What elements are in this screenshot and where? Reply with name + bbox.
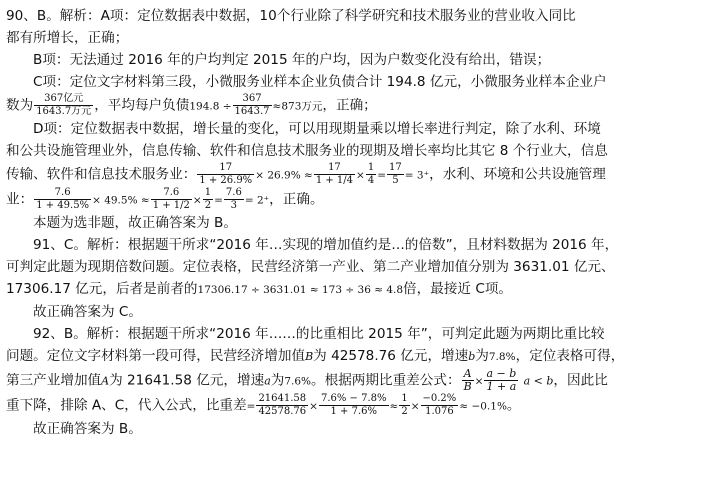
- fraction: [462, 368, 474, 393]
- fraction: [203, 187, 213, 212]
- numerator: 21641.58: [258, 393, 307, 404]
- variable-B: B: [305, 350, 314, 363]
- numerator: 7.6: [34, 187, 91, 200]
- denominator: 1.076: [425, 406, 454, 417]
- q91-line-3: [6, 278, 708, 301]
- formula: ≈ −0.1%: [459, 400, 507, 413]
- variable-A: A: [101, 374, 110, 388]
- numerator: 17: [389, 162, 402, 173]
- formula: ×: [410, 400, 420, 413]
- formula: × 26.9% ≈: [255, 169, 313, 182]
- denominator: 1 + 1/2: [152, 200, 190, 211]
- formula: 194.8 ÷: [189, 100, 232, 113]
- fraction: [314, 162, 355, 187]
- denominator: 1 + 26.9%: [199, 175, 253, 186]
- text: ，正确；: [322, 97, 377, 114]
- denominator: 1643.7万元: [36, 106, 92, 117]
- numerator: 1: [204, 187, 212, 198]
- denominator: 1 + 7.6%: [330, 406, 377, 417]
- denominator: 1 + a: [486, 380, 517, 393]
- denominator: 2: [401, 406, 408, 417]
- text: 为 21641.58 亿元，增速: [109, 372, 265, 389]
- fraction: [256, 393, 308, 418]
- text: ，水利、环境和公共设施管理: [429, 166, 606, 183]
- formula: =: [214, 194, 223, 207]
- formula: ≈: [389, 400, 399, 413]
- fraction: [34, 187, 91, 212]
- formula: ×: [474, 375, 484, 388]
- denominator: 1 + 1/4: [315, 175, 354, 186]
- fraction: [387, 162, 404, 187]
- numerator: 7.6: [225, 187, 242, 198]
- fraction: [399, 393, 409, 418]
- q90-line-2: 都有所增长，正确；: [6, 30, 129, 46]
- formula: ≈873万元: [272, 100, 323, 113]
- value: 7.6%: [284, 375, 312, 388]
- denominator: 3: [230, 200, 238, 211]
- text: 为: [475, 348, 489, 364]
- q90-option-b: B项：无法通过 2016 年的户均判定 2015 年的户均，因为户数变化没有给出，错误；: [33, 52, 551, 68]
- formula: 17306.17 ÷ 3631.01 ≈ 173 ÷ 36 ≈ 4.8: [197, 284, 404, 296]
- numerator: a − b: [486, 367, 517, 380]
- text: 。: [506, 397, 521, 414]
- q91-line-2: 可判定此题为现期倍数问题。定位表格，民营经济第一产业、第二产业增加值分别为 3631.01 亿元、: [6, 259, 615, 275]
- formula: × 49.5% ≈: [92, 194, 150, 207]
- formula: = 3⁺: [404, 169, 430, 182]
- formula: ×: [192, 194, 202, 207]
- text: ，平均每户负债: [94, 97, 190, 114]
- q90-option-c-calc: [6, 93, 708, 118]
- value: 7.8%: [488, 351, 516, 363]
- text: 17306.17 亿元，后者是前者的: [6, 281, 198, 297]
- text: ，因此比: [553, 372, 608, 389]
- numerator: −0.2%: [422, 393, 457, 404]
- numerator: 17: [197, 162, 254, 175]
- variable-a: a: [264, 374, 271, 388]
- fraction: [421, 393, 459, 418]
- q91-line-1: 91、C。解析：根据题干所求“2016 年…实现的增加值约是…的倍数”，且材料数据为 2016 年，: [33, 237, 619, 253]
- text: 。根据两期比重差公式：: [311, 372, 461, 389]
- condition: a < b: [523, 374, 554, 388]
- q92-line-1: 92、B。解析：根据题干所求“2016 年……的比重相比 2015 年”，可判定此题为两期比重比较: [33, 326, 605, 342]
- formula: ×: [356, 169, 365, 182]
- q90-option-d-calc-1: [6, 162, 708, 187]
- text: 倍，最接近 C项。: [403, 281, 513, 297]
- formula: ×: [309, 400, 318, 413]
- numerator: 367: [233, 93, 272, 106]
- formula: = 2⁺: [244, 194, 270, 207]
- text: 问题。定位文字材料第一段可得，民营经济增加值: [6, 348, 306, 364]
- text: 重下降，排除 A、C，代入公式，比重差: [6, 397, 247, 414]
- fraction: [319, 393, 389, 418]
- q91-answer: 故正确答案为 C。: [33, 304, 142, 320]
- denominator: 42578.76: [258, 406, 307, 417]
- q90-option-d: D项：定位数据表中数据，增长量的变化，可以用现期量乘以增长率进行判定，除了水利、环境: [33, 121, 601, 137]
- formula: =: [246, 400, 256, 413]
- denominator: 2: [204, 200, 212, 211]
- text: ，正确。: [269, 191, 324, 208]
- q92-line-4: [6, 393, 708, 418]
- fraction: [366, 162, 376, 187]
- text: 为: [270, 372, 285, 389]
- numerator: A: [462, 368, 474, 381]
- q92-line-2: [6, 345, 708, 368]
- text: ，定位表格可得，: [515, 348, 625, 364]
- fraction: [197, 162, 254, 187]
- fraction: [484, 368, 518, 393]
- text: 业：: [6, 191, 34, 208]
- numerator: 1: [367, 162, 375, 173]
- text: 为 42578.76 亿元，增速: [313, 348, 469, 364]
- q92-answer: 故正确答案为 B。: [33, 421, 142, 437]
- numerator: 7.6% − 7.8%: [320, 393, 387, 404]
- denominator: 4: [367, 175, 375, 186]
- denominator: 5: [392, 175, 399, 186]
- q90-option-d-cont: 和公共设施管理业外，信息传输、软件和信息技术服务业的现期及增长率均比其它 8 个行业大，信息: [6, 143, 608, 159]
- fraction: [233, 93, 272, 118]
- text: 第三产业增加值: [6, 372, 102, 389]
- numerator: 367亿元: [34, 93, 93, 106]
- numerator: 7.6: [151, 187, 192, 200]
- fraction: [34, 93, 93, 118]
- variable-b: b: [468, 350, 476, 363]
- formula: =: [377, 169, 387, 182]
- q90-option-d-calc-2: [6, 187, 708, 212]
- denominator: 1 + 49.5%: [36, 200, 90, 211]
- numerator: 1: [401, 393, 408, 404]
- fraction: [151, 187, 192, 212]
- numerator: 17: [314, 162, 355, 175]
- q92-line-3: [6, 368, 708, 393]
- fraction: [224, 187, 244, 212]
- denominator: B: [463, 380, 472, 393]
- q90-answer: 本题为选非题，故正确答案为 B。: [33, 215, 237, 231]
- text: 数为: [6, 97, 34, 114]
- denominator: 1643.7: [234, 106, 270, 117]
- q90-option-c: C项：定位文字材料第三段，小微服务业样本企业负债合计 194.8 亿元，小微服务业样本企业户: [33, 74, 607, 90]
- q90-line-1: 90、B。解析：A项：定位数据表中数据，10个行业除了科学研究和技术服务业的营业收入同比: [6, 8, 576, 24]
- text: 传输、软件和信息技术服务业：: [6, 166, 197, 183]
